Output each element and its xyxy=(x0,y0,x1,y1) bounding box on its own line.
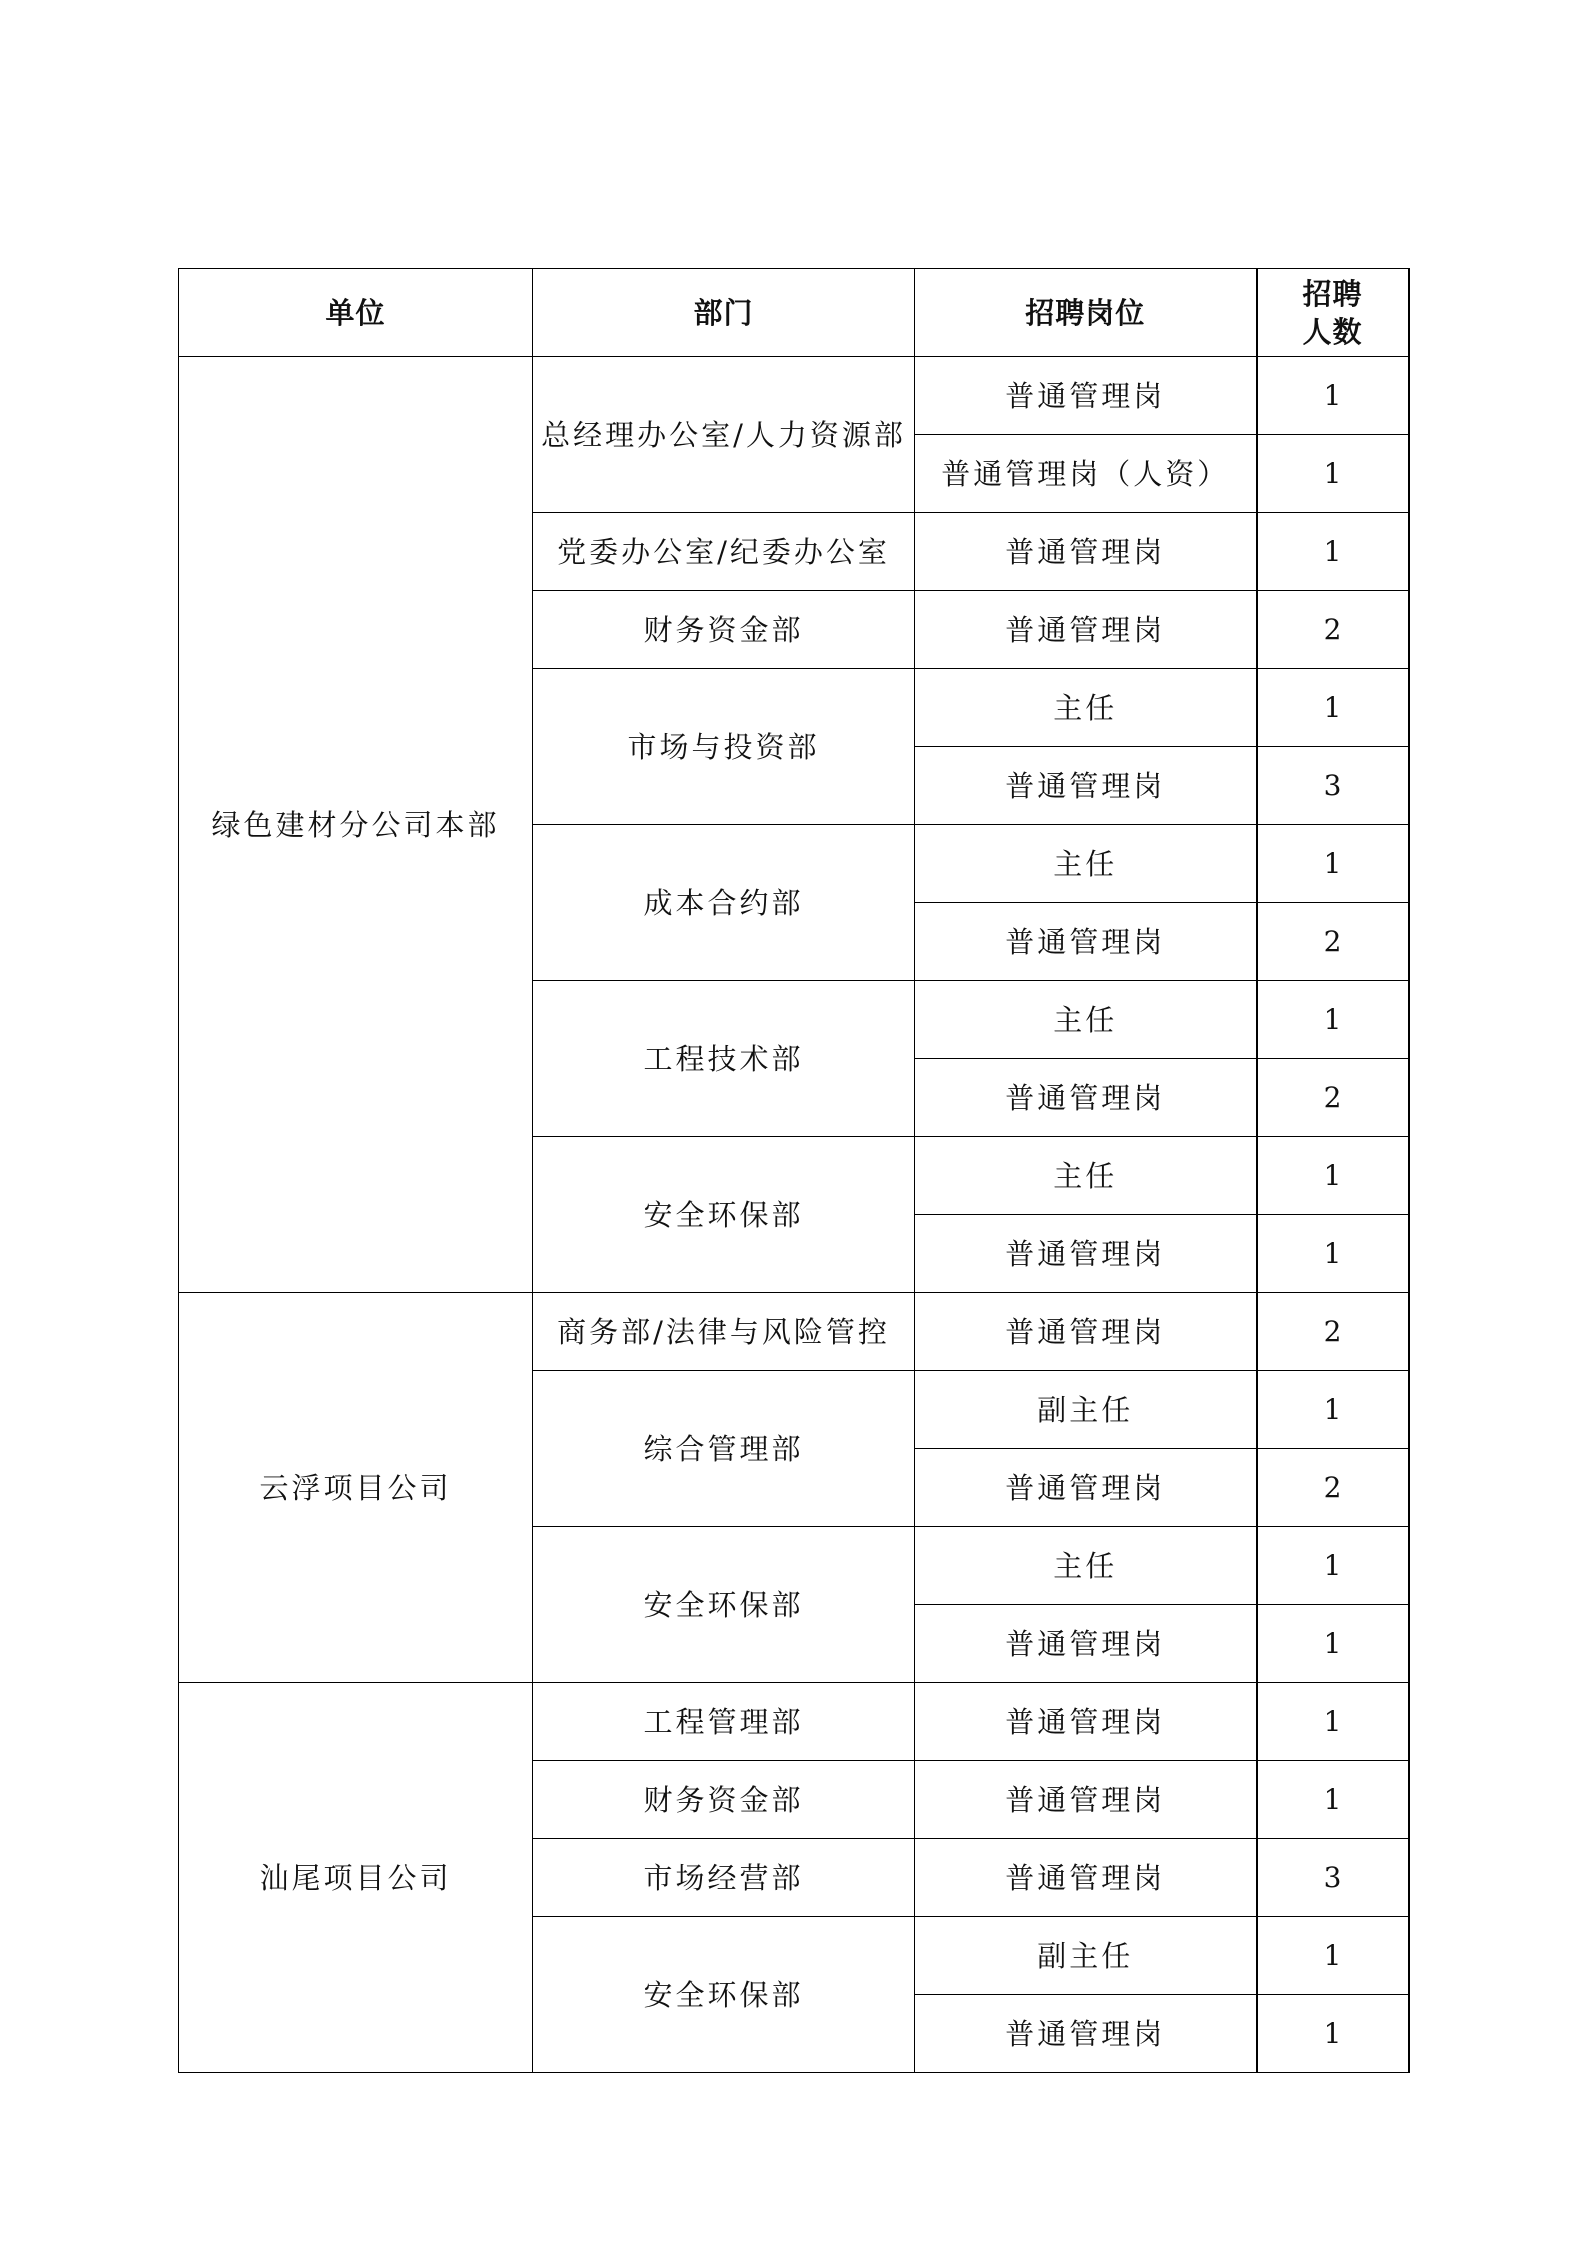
count-cell: 2 xyxy=(1257,1293,1409,1371)
header-count-line1: 招聘 xyxy=(1302,276,1363,311)
department-cell: 党委办公室/纪委办公室 xyxy=(533,513,915,591)
position-cell: 普通管理岗 xyxy=(915,357,1257,435)
header-department: 部门 xyxy=(533,269,915,357)
unit-cell: 云浮项目公司 xyxy=(179,1293,533,1683)
department-cell: 工程技术部 xyxy=(533,981,915,1137)
position-cell: 副主任 xyxy=(915,1917,1257,1995)
department-cell: 市场与投资部 xyxy=(533,669,915,825)
position-cell: 普通管理岗 xyxy=(915,903,1257,981)
position-cell: 普通管理岗 xyxy=(915,513,1257,591)
count-cell: 1 xyxy=(1257,1371,1409,1449)
position-cell: 普通管理岗 xyxy=(915,1293,1257,1371)
count-cell: 3 xyxy=(1257,747,1409,825)
position-cell: 普通管理岗 xyxy=(915,747,1257,825)
position-cell: 普通管理岗 xyxy=(915,1059,1257,1137)
department-cell: 市场经营部 xyxy=(533,1839,915,1917)
department-cell: 工程管理部 xyxy=(533,1683,915,1761)
department-cell: 安全环保部 xyxy=(533,1917,915,2073)
count-cell: 1 xyxy=(1257,435,1409,513)
unit-cell: 绿色建材分公司本部 xyxy=(179,357,533,1293)
department-cell: 财务资金部 xyxy=(533,591,915,669)
position-cell: 主任 xyxy=(915,1527,1257,1605)
department-cell: 财务资金部 xyxy=(533,1761,915,1839)
count-cell: 1 xyxy=(1257,669,1409,747)
position-cell: 普通管理岗 xyxy=(915,1449,1257,1527)
count-cell: 2 xyxy=(1257,1059,1409,1137)
table-row xyxy=(179,357,1409,435)
table-row xyxy=(179,1293,1409,1371)
header-row xyxy=(179,269,1409,357)
header-count xyxy=(1257,269,1409,357)
count-cell: 1 xyxy=(1257,1215,1409,1293)
position-cell: 普通管理岗 xyxy=(915,1215,1257,1293)
table-row xyxy=(179,1683,1409,1761)
header-unit: 单位 xyxy=(179,269,533,357)
department-cell: 成本合约部 xyxy=(533,825,915,981)
recruitment-table xyxy=(178,268,1410,2073)
department-cell: 综合管理部 xyxy=(533,1371,915,1527)
count-cell: 3 xyxy=(1257,1839,1409,1917)
position-cell: 普通管理岗 xyxy=(915,1683,1257,1761)
count-cell: 1 xyxy=(1257,1761,1409,1839)
count-cell: 1 xyxy=(1257,1995,1409,2073)
count-cell: 1 xyxy=(1257,981,1409,1059)
position-cell: 主任 xyxy=(915,825,1257,903)
position-cell: 普通管理岗 xyxy=(915,1995,1257,2073)
department-cell: 安全环保部 xyxy=(533,1137,915,1293)
count-cell: 1 xyxy=(1257,825,1409,903)
count-cell: 1 xyxy=(1257,357,1409,435)
unit-cell: 汕尾项目公司 xyxy=(179,1683,533,2073)
count-cell: 2 xyxy=(1257,903,1409,981)
count-cell: 1 xyxy=(1257,1137,1409,1215)
count-cell: 1 xyxy=(1257,513,1409,591)
position-cell: 普通管理岗 xyxy=(915,1839,1257,1917)
position-cell: 普通管理岗（人资） xyxy=(915,435,1257,513)
count-cell: 2 xyxy=(1257,1449,1409,1527)
count-cell: 1 xyxy=(1257,1527,1409,1605)
position-cell: 普通管理岗 xyxy=(915,591,1257,669)
count-cell: 2 xyxy=(1257,591,1409,669)
position-cell: 副主任 xyxy=(915,1371,1257,1449)
position-cell: 主任 xyxy=(915,1137,1257,1215)
position-cell: 主任 xyxy=(915,669,1257,747)
header-position: 招聘岗位 xyxy=(915,269,1257,357)
position-cell: 主任 xyxy=(915,981,1257,1059)
count-cell: 1 xyxy=(1257,1683,1409,1761)
header-count-line2: 人数 xyxy=(1302,314,1363,349)
position-cell: 普通管理岗 xyxy=(915,1605,1257,1683)
count-cell: 1 xyxy=(1257,1605,1409,1683)
department-cell: 总经理办公室/人力资源部 xyxy=(533,357,915,513)
department-cell: 商务部/法律与风险管控 xyxy=(533,1293,915,1371)
position-cell: 普通管理岗 xyxy=(915,1761,1257,1839)
department-cell: 安全环保部 xyxy=(533,1527,915,1683)
count-cell: 1 xyxy=(1257,1917,1409,1995)
